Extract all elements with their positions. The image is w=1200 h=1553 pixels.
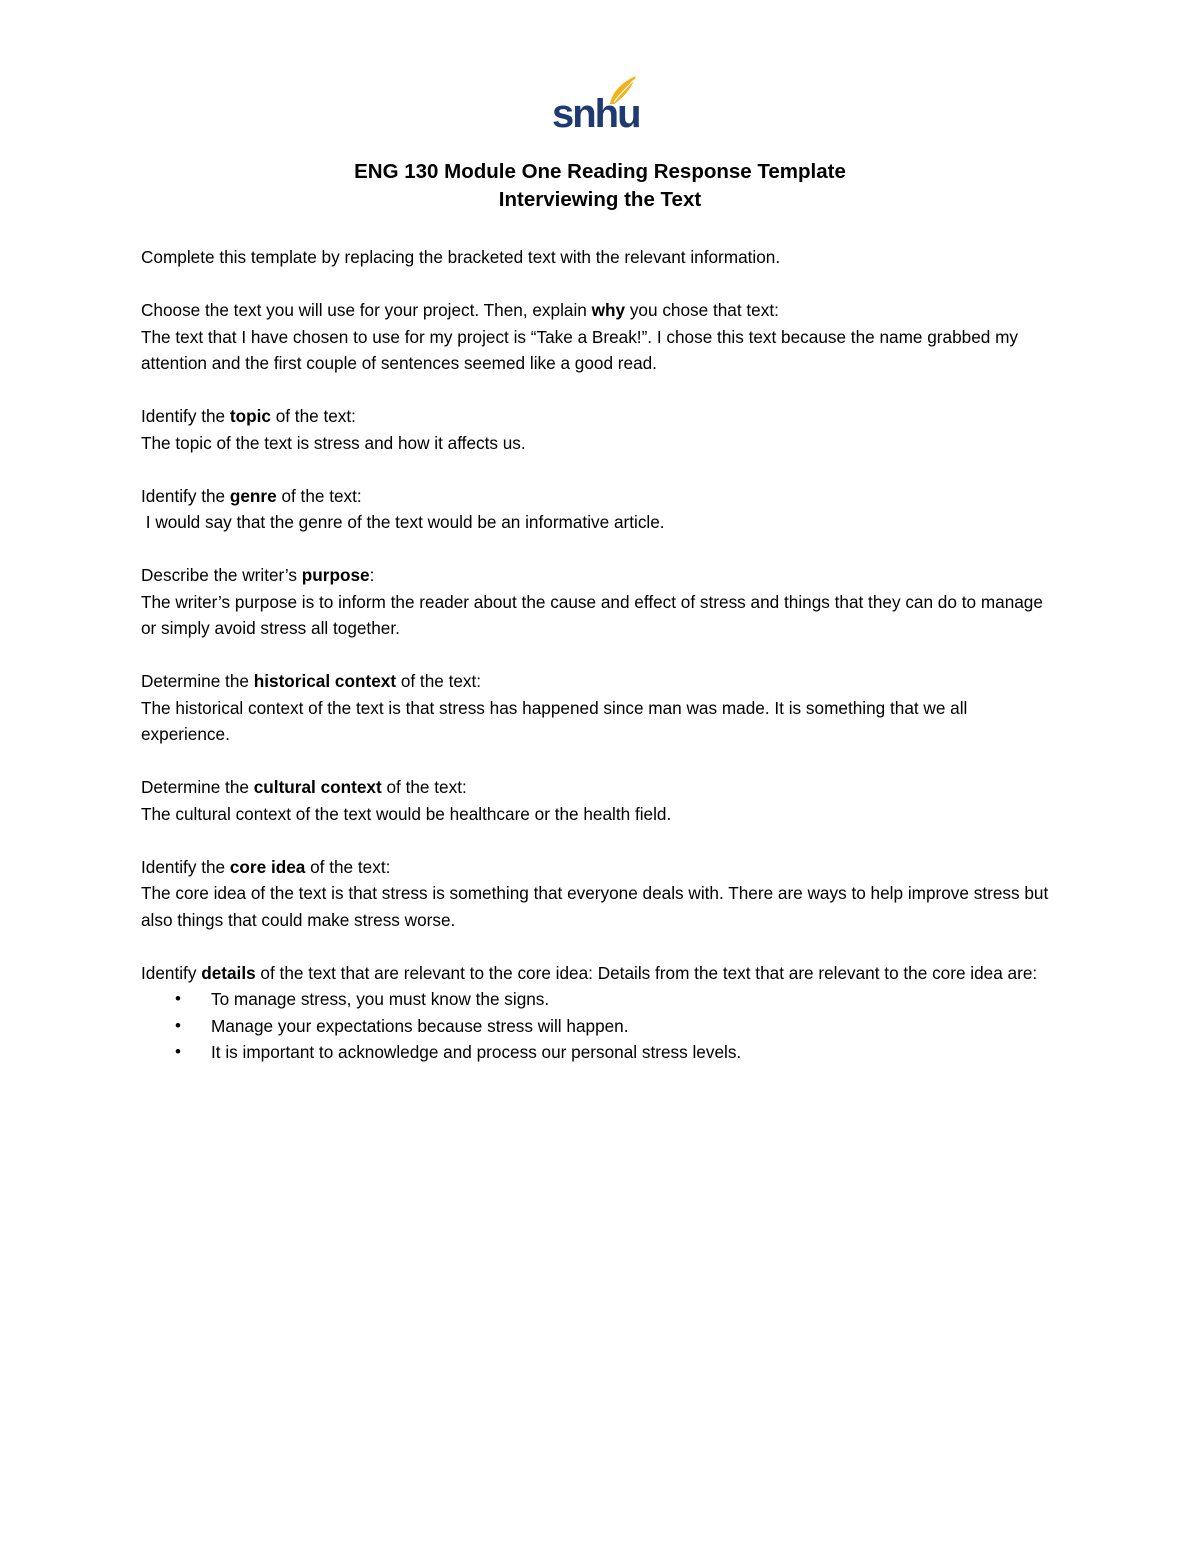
- prompt-text: of the text:: [381, 777, 467, 797]
- purpose-answer: The writer’s purpose is to inform the reader about the cause and effect of stress and things that they can do to manage or simply avoid stress all together.: [141, 591, 1043, 638]
- genre-answer: I would say that the genre of the text would be an informative article.: [141, 512, 665, 532]
- document-body: [141, 244, 1051, 1066]
- why-prompt: [141, 297, 1051, 324]
- prompt-keyword: historical context: [253, 671, 397, 691]
- bullet-icon: •: [175, 989, 181, 1008]
- prompt-keyword: core idea: [229, 856, 306, 877]
- prompt-text: of the text that are relevant to the core idea: Details from the text that are relevant to the core idea are:: [255, 962, 1038, 983]
- prompt-text: Identify the: [141, 856, 230, 877]
- prompt-text: of the text:: [305, 856, 391, 877]
- title-line-2: Interviewing the Text: [498, 188, 702, 211]
- list-item: [141, 986, 1051, 1013]
- cultural-prompt: [141, 774, 1051, 801]
- topic-answer: The topic of the text is stress and how it affects us.: [141, 432, 526, 453]
- core-prompt: [141, 854, 1051, 881]
- purpose-prompt: [141, 562, 1051, 589]
- prompt-keyword: genre: [229, 485, 277, 506]
- genre-prompt: [141, 483, 1051, 510]
- bullet-icon: •: [175, 1015, 181, 1035]
- list-item-text: To manage stress, you must know the signs.: [211, 989, 550, 1009]
- list-item: [141, 1013, 1051, 1040]
- topic-prompt: [141, 403, 1051, 430]
- details-list: [141, 986, 1051, 1066]
- prompt-keyword: topic: [229, 406, 271, 426]
- prompt-text: Identify the: [141, 406, 230, 426]
- list-item: [141, 1039, 1051, 1066]
- prompt-keyword: purpose: [301, 565, 370, 585]
- document-title: [0, 158, 1200, 214]
- prompt-text: Identify the: [141, 485, 230, 506]
- prompt-text: Choose the text you will use for your project. Then, explain: [141, 300, 592, 320]
- historical-answer: The historical context of the text is that stress has happened since man was made. It is something that we all experience.: [141, 697, 968, 744]
- prompt-text: of the text:: [276, 485, 362, 506]
- prompt-text: Describe the writer’s: [141, 565, 302, 585]
- prompt-text: of the text:: [396, 671, 482, 691]
- prompt-keyword: cultural context: [253, 777, 382, 797]
- prompt-keyword: details: [201, 962, 256, 983]
- logo-wordmark: snhu: [552, 92, 640, 136]
- bullet-icon: •: [175, 1042, 181, 1061]
- prompt-text: Determine the: [141, 777, 254, 797]
- instructions: Complete this template by replacing the bracketed text with the relevant information.: [141, 247, 781, 267]
- list-item-text: Manage your expectations because stress will happen.: [211, 1015, 629, 1036]
- prompt-text: Identify: [141, 962, 202, 983]
- prompt-text: you chose that text:: [625, 300, 779, 320]
- prompt-keyword: why: [591, 300, 626, 320]
- why-answer: The text that I have chosen to use for my project is “Take a Break!”. I chose this text because the name grabbed my attention and the first couple of sentences seemed like a good read.: [141, 326, 1019, 373]
- core-answer: The core idea of the text is that stress is something that everyone deals with. There are ways to help improve stress but also things that could make stress worse.: [141, 883, 1049, 930]
- title-line-1: ENG 130 Module One Reading Response Template: [354, 160, 846, 183]
- snhu-logo: [552, 72, 644, 136]
- prompt-text: Determine the: [141, 671, 254, 691]
- prompt-text: :: [369, 565, 375, 585]
- prompt-text: of the text:: [270, 406, 356, 426]
- historical-prompt: [141, 668, 1051, 695]
- list-item-text: It is important to acknowledge and process our personal stress levels.: [211, 1042, 742, 1062]
- cultural-answer: The cultural context of the text would be healthcare or the health field.: [141, 803, 672, 824]
- details-prompt: [141, 960, 1051, 987]
